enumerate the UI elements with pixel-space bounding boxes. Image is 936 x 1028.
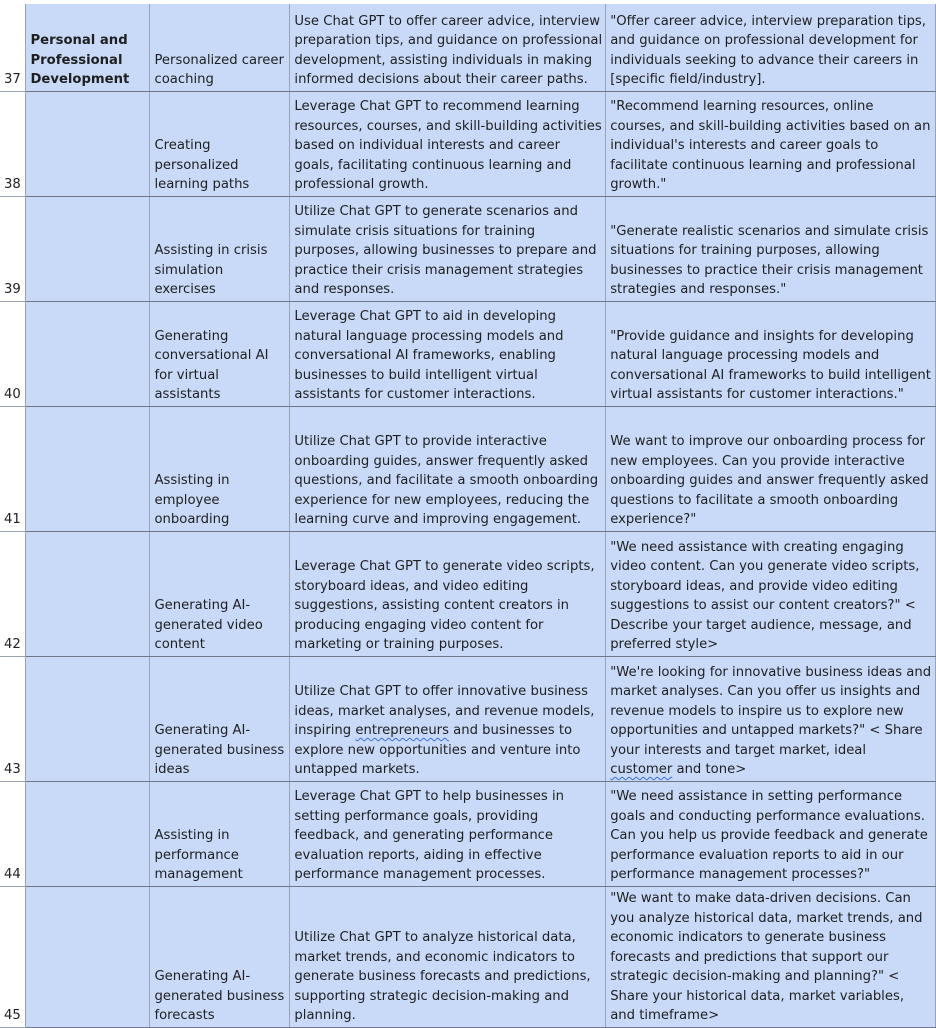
spreadsheet-grid [0, 4, 936, 1028]
description-cell[interactable]: Leverage Chat GPT to aid in developing natural language processing models and conversational AI frameworks, enabling businesses to build intelligent virtual assistants for customer interactions. [290, 301, 606, 406]
use-case-cell[interactable]: Assisting in performance management [150, 781, 290, 886]
prompt-text: and tone> [672, 762, 747, 777]
use-case-cell[interactable]: Generating conversational AI for virtual assistants [150, 301, 290, 406]
category-cell[interactable] [26, 406, 150, 531]
table-row [0, 196, 936, 301]
prompt-cell[interactable]: "Recommend learning resources, online courses, and skill-building activities based on an individual's interests and career goals to facilitate continuous learning and professional growth." [606, 91, 936, 196]
row-header[interactable]: 38 [0, 91, 26, 196]
prompt-cell[interactable]: "We need assistance in setting performance goals and conducting performance evaluations. Can you help us provide feedback and generate performance evaluation reports to aid in our performance management processes?" [606, 781, 936, 886]
row-header[interactable]: 40 [0, 301, 26, 406]
row-header[interactable]: 43 [0, 656, 26, 781]
row-header[interactable]: 37 [0, 4, 26, 91]
prompt-cell[interactable]: "Offer career advice, interview preparation tips, and guidance on professional development for individuals seeking to advance their careers in [specific field/industry]. [606, 4, 936, 91]
table-row [0, 886, 936, 1027]
row-header[interactable]: 45 [0, 886, 26, 1027]
table-row [0, 301, 936, 406]
category-cell[interactable] [26, 781, 150, 886]
category-cell[interactable] [26, 196, 150, 301]
table-row [0, 531, 936, 656]
description-cell[interactable]: Leverage Chat GPT to help businesses in setting performance goals, providing feedback, and generating performance evaluation reports, aiding in effective performance management processes. [290, 781, 606, 886]
spellcheck-flag: entrepreneurs [355, 723, 449, 738]
description-cell[interactable]: Use Chat GPT to offer career advice, interview preparation tips, and guidance on professional development, assisting individuals in making informed decisions about their career paths. [290, 4, 606, 91]
category-cell[interactable] [26, 886, 150, 1027]
category-cell[interactable] [26, 91, 150, 196]
prompt-cell[interactable]: We want to improve our onboarding process for new employees. Can you provide interactive onboarding guides and answer frequently asked questions to facilitate a smooth onboarding experience?" [606, 406, 936, 531]
use-case-cell[interactable]: Assisting in employee onboarding [150, 406, 290, 531]
description-text: and businesses to explore new opportunities and venture into untapped markets. [294, 723, 581, 777]
row-header[interactable]: 44 [0, 781, 26, 886]
use-case-cell[interactable]: Assisting in crisis simulation exercises [150, 196, 290, 301]
category-cell[interactable]: Personal and Professional Development [26, 4, 150, 91]
table-row [0, 656, 936, 781]
prompt-cell[interactable]: "We need assistance with creating engaging video content. Can you generate video scripts, storyboard ideas, and provide video editing suggestions to assist our content creators?" < Describe your target audience, message, and preferred style> [606, 531, 936, 656]
row-header[interactable]: 41 [0, 406, 26, 531]
spellcheck-flag: customer [610, 762, 673, 777]
description-cell[interactable]: Leverage Chat GPT to recommend learning resources, courses, and skill-building activities based on individual interests and career goals, facilitating continuous learning and professional growth. [290, 91, 606, 196]
description-cell[interactable]: Utilize Chat GPT to generate scenarios and simulate crisis situations for training purposes, allowing businesses to prepare and practice their crisis management strategies and responses. [290, 196, 606, 301]
prompt-cell[interactable]: "Provide guidance and insights for developing natural language processing models and conversational AI frameworks to build intelligent virtual assistants for customer interactions." [606, 301, 936, 406]
table-row [0, 4, 936, 91]
description-text: Utilize Chat GPT to offer innovative business ideas, market analyses, and revenue models, inspiring [294, 684, 595, 738]
category-cell[interactable] [26, 531, 150, 656]
category-cell[interactable] [26, 301, 150, 406]
use-case-cell[interactable]: Creating personalized learning paths [150, 91, 290, 196]
table-row [0, 91, 936, 196]
category-cell[interactable] [26, 656, 150, 781]
use-case-cell[interactable]: Generating AI-generated business ideas [150, 656, 290, 781]
table-row [0, 406, 936, 531]
description-cell[interactable] [290, 656, 606, 781]
prompt-text: "We're looking for innovative business ideas and market analyses. Can you offer us insights and revenue models to inspire us to explore new opportunities and untapped markets?" < Share your interests and target market, ideal [610, 664, 932, 758]
use-case-cell[interactable]: Generating AI-generated business forecasts [150, 886, 290, 1027]
row-header[interactable]: 39 [0, 196, 26, 301]
description-cell[interactable]: Utilize Chat GPT to analyze historical data, market trends, and economic indicators to generate business forecasts and predictions, supporting strategic decision-making and planning. [290, 886, 606, 1027]
prompt-cell[interactable] [606, 656, 936, 781]
prompt-cell[interactable]: "Generate realistic scenarios and simulate crisis situations for training purposes, allowing businesses to practice their crisis management strategies and responses." [606, 196, 936, 301]
description-cell[interactable]: Utilize Chat GPT to provide interactive onboarding guides, answer frequently asked questions, and facilitate a smooth onboarding experience for new employees, reducing the learning curve and improving engagement. [290, 406, 606, 531]
row-header[interactable]: 42 [0, 531, 26, 656]
table-row [0, 781, 936, 886]
use-case-cell[interactable]: Generating AI-generated video content [150, 531, 290, 656]
prompt-cell[interactable]: "We want to make data-driven decisions. Can you analyze historical data, market trends, and economic indicators to generate business forecasts and predictions that support our strategic decision-making and planning?" < Share your historical data, market variables, and timeframe> [606, 886, 936, 1027]
description-cell[interactable]: Leverage Chat GPT to generate video scripts, storyboard ideas, and video editing suggestions, assisting content creators in producing engaging video content for marketing or training purposes. [290, 531, 606, 656]
use-case-cell[interactable]: Personalized career coaching [150, 4, 290, 91]
